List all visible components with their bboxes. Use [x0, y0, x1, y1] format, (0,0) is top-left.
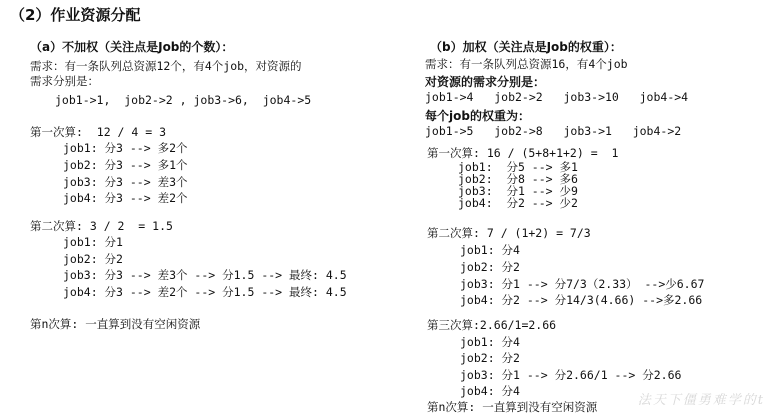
right-round-3-line: job2: 分2: [460, 351, 520, 365]
left-round-2-line: job3: 分3 --> 差3个 --> 分1.5 --> 最终: 4.5: [63, 268, 347, 282]
left-round-2-line: job2: 分2: [63, 252, 123, 266]
right-weights-values: job1->5 job2->8 job3->1 job4->2: [425, 124, 682, 138]
right-round-1-title: 第一次算: 16 / (5+8+1+2) = 1: [427, 146, 619, 160]
right-round-3-title: 第三次算:2.66/1=2.66: [427, 318, 557, 332]
right-heading: （b）加权（关注点是Job的权重）：: [430, 40, 622, 54]
left-round-n: 第n次算: 一直算到没有空闲资源: [30, 317, 201, 331]
right-round-2-title: 第二次算: 7 / (1+2) = 7/3: [427, 226, 591, 240]
right-weights-heading: 每个job的权重为：: [425, 109, 530, 123]
left-requirement-values: job1->1, job2->2 , job3->6, job4->5: [55, 93, 312, 107]
right-round-1-line: job3: 分1 --> 少9: [458, 184, 578, 198]
section-title: （2）作业资源分配: [10, 6, 141, 24]
left-round-2-title: 第二次算: 3 / 2 = 1.5: [30, 219, 173, 233]
right-round-1-line: job2: 分8 --> 多6: [458, 172, 578, 186]
right-requirement-line-1: 需求：有一条队列总资源16，有4个job: [425, 57, 628, 71]
left-round-1-line: job1: 分3 --> 多2个: [63, 141, 188, 155]
left-round-1-line: job3: 分3 --> 差3个: [63, 175, 188, 189]
right-requirement-line-2: 对资源的需求分别是：: [425, 75, 546, 89]
left-round-1-line: job2: 分3 --> 多1个: [63, 158, 188, 172]
right-round-2-line: job4: 分2 --> 分14/3(4.66) -->多2.66: [460, 293, 703, 307]
left-requirement-line-1: 需求：有一条队列总资源12个，有4个job，对资源的: [30, 59, 302, 73]
right-round-n: 第n次算: 一直算到没有空闲资源: [427, 400, 598, 414]
right-round-3-line: job4: 分4: [460, 384, 520, 398]
right-round-3-line: job1: 分4: [460, 335, 520, 349]
right-requirement-values: job1->4 job2->2 job3->10 job4->4: [425, 90, 689, 104]
left-round-2-line: job1: 分1: [63, 235, 123, 249]
left-heading: （a）不加权（关注点是Job的个数）：: [30, 40, 234, 54]
right-round-3-line: job3: 分1 --> 分2.66/1 --> 分2.66: [460, 368, 682, 382]
right-round-2-line: job2: 分2: [460, 260, 520, 274]
watermark: 法天下僵勇难学的t: [637, 393, 765, 408]
left-round-2-line: job4: 分3 --> 差2个 --> 分1.5 --> 最终: 4.5: [63, 285, 347, 299]
right-round-1-line: job4: 分2 --> 少2: [458, 196, 578, 210]
left-round-1-line: job4: 分3 --> 差2个: [63, 191, 188, 205]
right-round-1-line: job1: 分5 --> 多1: [458, 160, 578, 174]
left-round-1-title: 第一次算: 12 / 4 = 3: [30, 125, 167, 139]
right-round-2-line: job3: 分1 --> 分7/3（2.33） -->少6.67: [460, 277, 705, 291]
right-round-2-line: job1: 分4: [460, 243, 520, 257]
left-requirement-line-2: 需求分别是：: [30, 74, 99, 88]
